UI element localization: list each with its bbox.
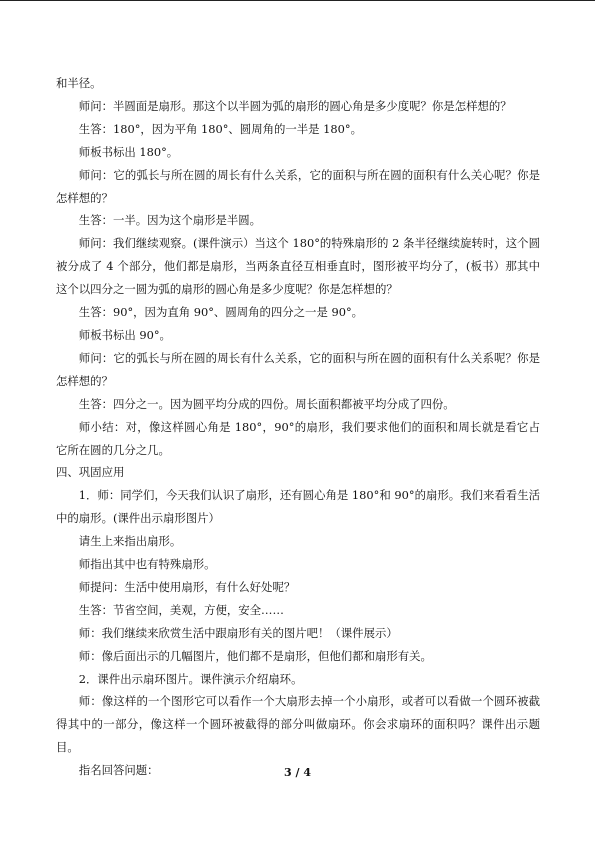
paragraph-22: 指名回答问题：	[78, 763, 159, 778]
paragraph-20: 2．课件出示扇环图片。课件演示介绍扇环。	[78, 671, 303, 686]
paragraph-4: 师问：它的弧长与所在圆的周长有什么关系，它的面积与所在圆的面积有什么关心呢？你是怎样想的？	[56, 167, 540, 205]
paragraph-16: 师提问：生活中使用扇形，有什么好处呢？	[78, 579, 296, 594]
paragraph-8: 师板书标出 90°。	[78, 327, 171, 342]
page-number: 3 / 4	[284, 766, 311, 779]
paragraph-11: 师小结：对，像这样圆心角是 180°，90°的扇形，我们要求他们的面积和周长就是看它占它所在圆的几分之几。	[56, 419, 540, 457]
paragraph-1: 师问：半圆面是扇形。那这个以半圆为弧的扇形的圆心角是多少度呢？你是怎样想的？	[78, 98, 512, 113]
paragraph-5: 生答：一半。因为这个扇形是半圆。	[78, 213, 262, 228]
paragraph-19: 师：像后面出示的几幅图片，他们都不是扇形，但他们都和扇形有关。	[78, 648, 432, 663]
document-body	[56, 72, 540, 782]
paragraph-7: 生答：90°，因为直角 90°、圆周角的四分之一是 90°。	[78, 305, 364, 320]
paragraph-13: 1．师：同学们，今天我们认识了扇形，还有圆心角是 180°和 90°的扇形。我们来看看生活中的扇形。(课件出示扇形图片）	[56, 488, 540, 526]
paragraph-2: 生答：180°，因为平角 180°、圆周角的一半是 180°。	[78, 121, 362, 136]
paragraph-14: 请生上来指出扇形。	[78, 534, 182, 549]
section-heading: 四、巩固应用	[56, 465, 125, 480]
paragraph-0: 和半径。	[56, 76, 102, 90]
paragraph-10: 生答：四分之一。因为圆平均分成的四份。周长面积都被平均分成了四份。	[78, 396, 455, 411]
paragraph-3: 师板书标出 180°。	[78, 144, 179, 159]
paragraph-6: 师问：我们继续观察。(课件演示）当这个 180°的特殊扇形的 2 条半径继续旋转时，这个圆被分成了 4 个部分，他们都是扇形，当两条直径互相垂直时，图形被平均分了，(板书）那其中这个以四分之一圆为弧的扇形的圆心角是多少度呢？你是怎样想的？	[56, 236, 540, 297]
paragraph-9: 师问：它的弧长与所在圆的周长有什么关系，它的面积与所在圆的面积有什么关系呢？你是怎样想的？	[56, 350, 540, 388]
paragraph-21: 师：像这样的一个图形它可以看作一个大扇形去掉一个小扇形，或者可以看做一个圆环被截得其中的一部分，像这样一个圆环被截得的部分叫做扇环。你会求扇环的面积吗？课件出示题目。	[56, 694, 540, 755]
paragraph-17: 生答：节省空间，美观，方便，安全……	[78, 602, 284, 617]
paragraph-15: 师指出其中也有特殊扇形。	[78, 557, 216, 572]
paragraph-18: 师：我们继续来欣赏生活中跟扇形有关的图片吧！（课件展示）	[78, 625, 398, 640]
page-top-rule	[0, 0, 595, 1]
